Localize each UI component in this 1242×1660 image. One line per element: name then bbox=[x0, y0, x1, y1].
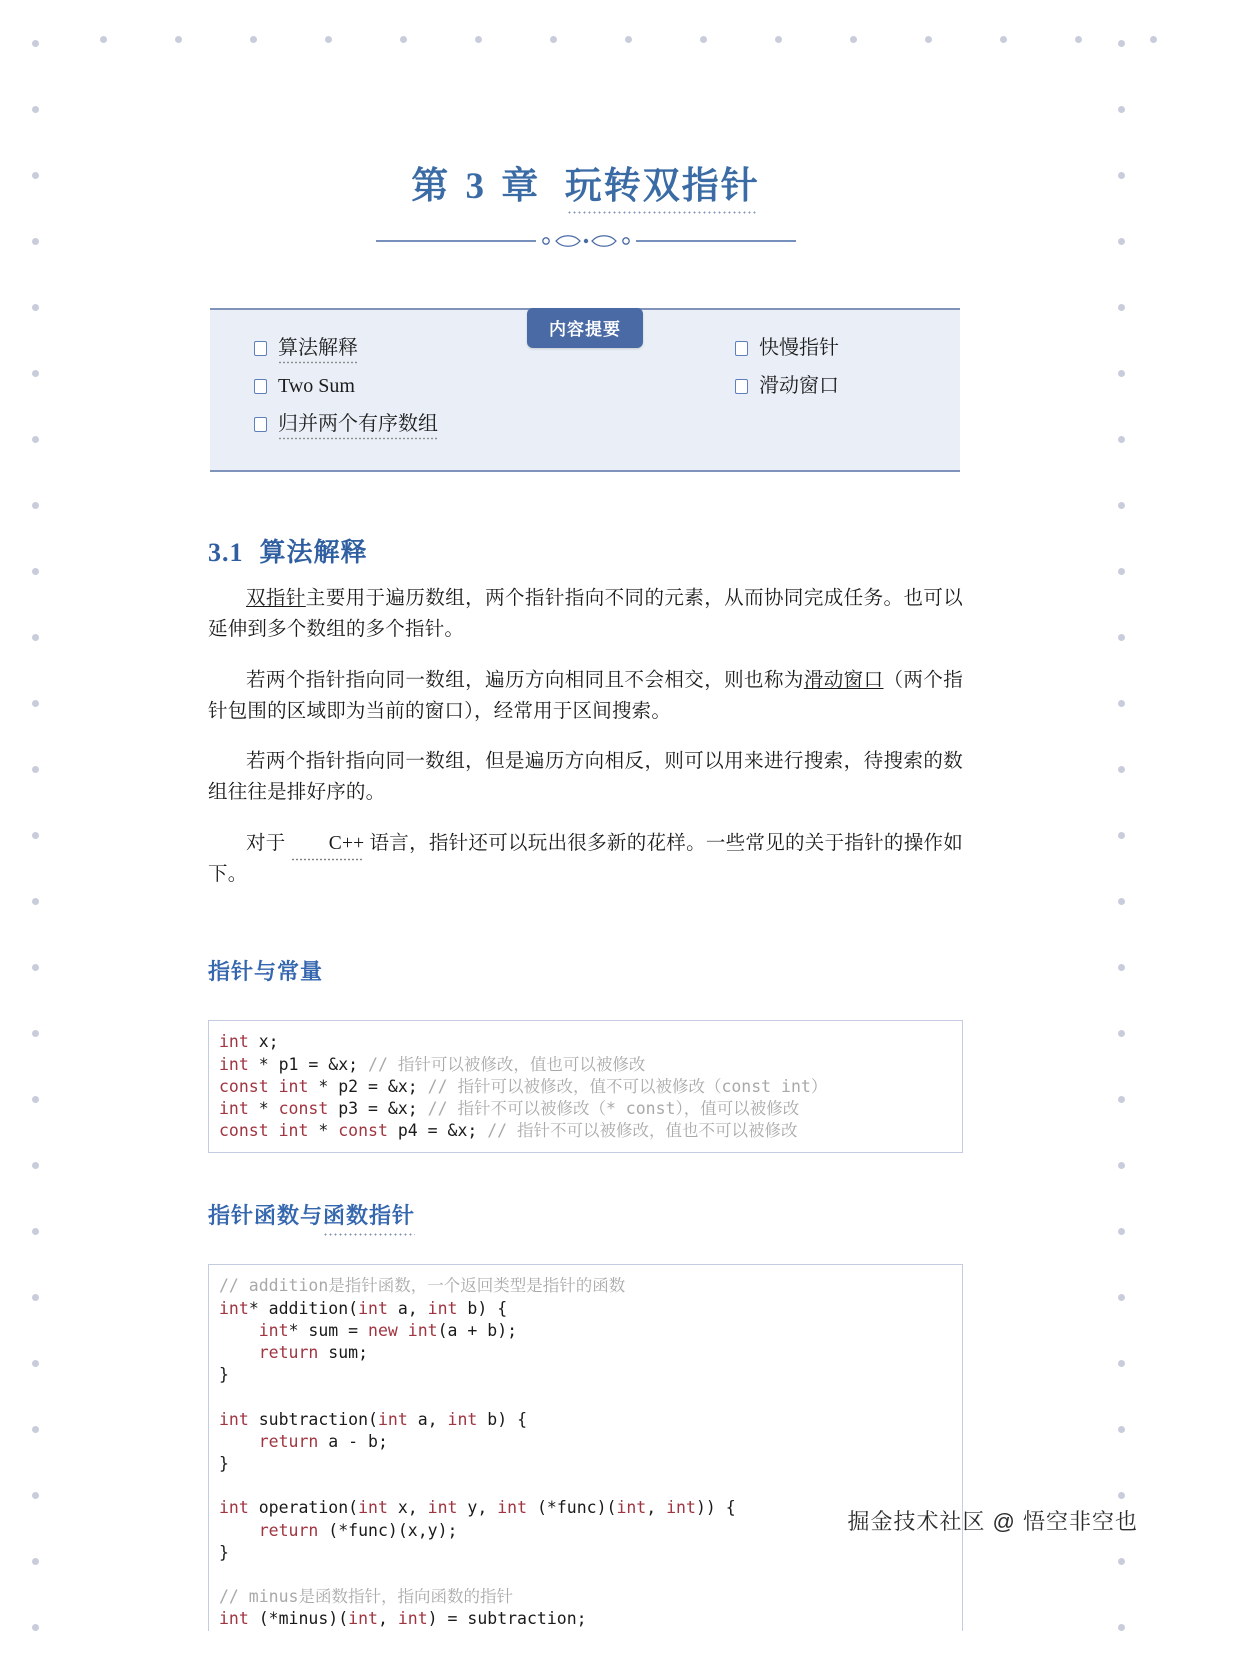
code-token: // 指针可以被修改，值也可以被修改 bbox=[368, 1054, 646, 1074]
perforation-dot bbox=[1118, 1294, 1125, 1301]
code-token: ) = subtraction; bbox=[427, 1609, 587, 1629]
chapter-number: 第 3 章 bbox=[411, 166, 543, 207]
perforation-dot bbox=[32, 436, 39, 443]
code-token: p4 = &x; bbox=[387, 1121, 488, 1141]
perforation-dot bbox=[1118, 238, 1125, 245]
code-token: a, bbox=[387, 1298, 428, 1318]
code-token: return bbox=[258, 1343, 319, 1363]
code-token: (*func)( bbox=[527, 1498, 617, 1518]
code-token bbox=[219, 1432, 259, 1451]
code-token: operation( bbox=[248, 1498, 359, 1518]
code-token: } bbox=[219, 1454, 229, 1474]
paragraph-text: 主要用于遍历数组，两个指针指向不同的元素，从而协同完成任务。也可以延伸到多个数组的多个指针。 bbox=[208, 588, 963, 641]
summary-item-label: 滑动窗口 bbox=[759, 375, 839, 398]
summary-item[interactable] bbox=[254, 374, 607, 399]
section-title: 算法解释 bbox=[259, 538, 368, 568]
subsection-heading-text: 指针与常量 bbox=[208, 959, 324, 985]
perforation-dot bbox=[32, 370, 39, 377]
perforation-dot bbox=[32, 700, 39, 707]
code-token: y, bbox=[457, 1498, 498, 1518]
perforation-dot bbox=[1118, 106, 1125, 113]
summary-item-label: 快慢指针 bbox=[759, 337, 839, 360]
paragraph-emphasis: 滑动窗口 bbox=[803, 669, 884, 691]
paragraph-text: 若两个指针指向同一数组，遍历方向相同且不会相交，则也称为 bbox=[246, 669, 804, 691]
code-token: int bbox=[219, 1498, 249, 1518]
code-token: (a + b); bbox=[437, 1320, 518, 1340]
code-token: int bbox=[258, 1320, 289, 1340]
code-token: int bbox=[348, 1609, 378, 1629]
perforation-dot bbox=[1118, 1228, 1125, 1235]
section-heading bbox=[208, 532, 963, 569]
code-block-function-pointer bbox=[208, 1264, 963, 1630]
perforation-dot bbox=[1075, 36, 1082, 43]
perforation-dot bbox=[1150, 36, 1157, 43]
code-token: const bbox=[338, 1121, 388, 1141]
perforation-dot bbox=[32, 568, 39, 575]
perforation-dot bbox=[1118, 1360, 1125, 1367]
perforation-dot bbox=[32, 1096, 39, 1103]
paragraph bbox=[208, 583, 963, 645]
code-content bbox=[219, 1275, 962, 1630]
checkbox-icon bbox=[254, 417, 267, 432]
page-perforation-right bbox=[1118, 0, 1138, 1660]
perforation-dot bbox=[1118, 1624, 1125, 1631]
summary-item[interactable] bbox=[735, 336, 960, 361]
subsection-heading-emphasis: 函数指针 bbox=[323, 1199, 415, 1230]
page-perforation-left bbox=[32, 0, 52, 1660]
perforation-dot bbox=[1118, 964, 1125, 971]
code-token: , bbox=[646, 1498, 667, 1518]
perforation-dot bbox=[1118, 1426, 1125, 1433]
subsection-heading-text: 指针函数与 bbox=[208, 1203, 324, 1229]
code-token: // 指针可以被修改，值不可以被修改（const int） bbox=[427, 1076, 828, 1096]
code-token: // 指针不可以被修改（* const），值可以被修改 bbox=[427, 1099, 800, 1118]
checkbox-icon bbox=[735, 379, 748, 394]
code-token: int bbox=[219, 1099, 249, 1118]
section-number: 3.1 bbox=[208, 538, 244, 568]
code-token bbox=[219, 1521, 259, 1540]
code-token: b) { bbox=[457, 1298, 508, 1318]
code-token: int bbox=[397, 1609, 428, 1629]
code-token: new bbox=[368, 1320, 398, 1340]
perforation-dot bbox=[100, 36, 107, 43]
code-token bbox=[269, 1077, 279, 1096]
footer-watermark: 掘金技术社区 @ 悟空非空也 bbox=[847, 1509, 1138, 1534]
code-token: sum; bbox=[318, 1343, 369, 1363]
summary-columns bbox=[210, 336, 960, 450]
perforation-dot bbox=[32, 238, 39, 245]
code-token: int bbox=[219, 1609, 249, 1629]
code-token: a, bbox=[407, 1409, 448, 1429]
code-token: int bbox=[358, 1498, 388, 1518]
perforation-dot bbox=[1000, 36, 1007, 43]
code-token: int bbox=[219, 1032, 249, 1052]
code-token: a - b; bbox=[318, 1431, 388, 1451]
paragraph bbox=[208, 665, 963, 727]
code-token: int bbox=[219, 1054, 249, 1074]
chapter-title-text: 玩转双指针 bbox=[565, 165, 760, 209]
perforation-dot bbox=[1118, 502, 1125, 509]
code-token: const bbox=[278, 1099, 329, 1118]
perforation-dot bbox=[32, 40, 39, 47]
perforation-dot bbox=[32, 766, 39, 773]
code-token: x, bbox=[387, 1498, 428, 1518]
perforation-dot bbox=[32, 1558, 39, 1565]
perforation-dot bbox=[1118, 304, 1125, 311]
perforation-dot bbox=[32, 1294, 39, 1301]
perforation-dot bbox=[1118, 1492, 1125, 1499]
summary-item-label: Two Sum bbox=[278, 375, 355, 398]
perforation-dot bbox=[1118, 832, 1125, 839]
summary-column-right bbox=[607, 336, 960, 450]
code-token: (*func)(x,y); bbox=[318, 1520, 458, 1540]
summary-item-label: 归并两个有序数组 bbox=[278, 413, 438, 436]
ornament-divider bbox=[376, 231, 796, 251]
code-token: * p2 = &x; bbox=[308, 1076, 428, 1096]
code-token: int bbox=[377, 1409, 408, 1429]
summary-item-label: 算法解释 bbox=[278, 337, 358, 360]
code-token: * sum = bbox=[288, 1320, 369, 1340]
perforation-dot bbox=[1118, 1162, 1125, 1169]
perforation-dot bbox=[32, 106, 39, 113]
perforation-dot bbox=[32, 1360, 39, 1367]
perforation-dot bbox=[32, 304, 39, 311]
perforation-dot bbox=[32, 634, 39, 641]
code-token bbox=[398, 1321, 408, 1340]
code-token: int bbox=[616, 1498, 647, 1518]
code-token: // addition是指针函数，一个返回类型是指针的函数 bbox=[219, 1276, 626, 1296]
perforation-dot bbox=[1118, 766, 1125, 773]
perforation-dot bbox=[175, 36, 182, 43]
code-token: * addition( bbox=[248, 1298, 359, 1318]
code-token: int bbox=[407, 1320, 438, 1340]
code-token: int bbox=[278, 1121, 309, 1141]
code-token: int bbox=[427, 1298, 458, 1318]
code-token: } bbox=[219, 1365, 229, 1385]
perforation-dot bbox=[32, 1426, 39, 1433]
checkbox-icon bbox=[254, 341, 267, 356]
perforation-dot bbox=[32, 1228, 39, 1235]
summary-item[interactable] bbox=[254, 412, 607, 437]
code-token: const bbox=[219, 1121, 269, 1141]
paragraph-text: （两个指针包围的区域即为当前的窗口），经常用于区间搜索。 bbox=[208, 669, 963, 722]
code-token bbox=[219, 1321, 259, 1340]
summary-badge: 内容提要 bbox=[527, 308, 643, 348]
paragraph-text: 对于 bbox=[246, 832, 291, 854]
code-token: , bbox=[377, 1609, 398, 1629]
code-token: return bbox=[258, 1520, 319, 1540]
perforation-dot bbox=[1118, 700, 1125, 707]
perforation-dot bbox=[1118, 1030, 1125, 1037]
code-token: // 指针不可以被修改，值也不可以被修改 bbox=[487, 1121, 798, 1141]
code-token: return bbox=[258, 1431, 319, 1451]
code-token: int bbox=[219, 1409, 249, 1429]
perforation-dot bbox=[1118, 436, 1125, 443]
code-token: int bbox=[358, 1298, 388, 1318]
code-block-pointer-const bbox=[208, 1020, 963, 1153]
paragraph-text: 语言，指针还可以玩出很多新的花样。一些常见的关于指针的操作如下。 bbox=[208, 832, 963, 885]
chapter-title bbox=[208, 165, 963, 209]
ornament-divider-icon bbox=[376, 231, 796, 251]
perforation-dot bbox=[32, 1624, 39, 1631]
page-content bbox=[208, 0, 963, 1631]
paragraph: 若两个指针指向同一数组，但是遍历方向相反，则可以用来进行搜索，待搜索的数组往往是排好序的。 bbox=[208, 751, 963, 804]
perforation-dot bbox=[1118, 40, 1125, 47]
perforation-dot bbox=[32, 1492, 39, 1499]
perforation-dot bbox=[32, 964, 39, 971]
code-token: * p1 = &x; bbox=[248, 1054, 369, 1074]
perforation-dot bbox=[1118, 172, 1125, 179]
code-token: * bbox=[248, 1099, 279, 1118]
code-token: int bbox=[278, 1076, 309, 1096]
paragraph-emphasis: C++ bbox=[291, 828, 365, 859]
code-token: const bbox=[219, 1076, 269, 1096]
checkbox-icon bbox=[254, 379, 267, 394]
summary-column-left bbox=[254, 336, 607, 450]
perforation-dot bbox=[1118, 634, 1125, 641]
perforation-dot bbox=[1118, 898, 1125, 905]
code-token: subtraction( bbox=[248, 1409, 378, 1429]
perforation-dot bbox=[32, 1030, 39, 1037]
code-token: } bbox=[219, 1542, 229, 1562]
perforation-dot bbox=[1118, 1096, 1125, 1103]
code-token: int bbox=[427, 1498, 458, 1518]
paragraph bbox=[208, 828, 963, 890]
code-token: * bbox=[308, 1121, 339, 1141]
checkbox-icon bbox=[735, 341, 748, 356]
code-token: p3 = &x; bbox=[328, 1099, 428, 1118]
perforation-dot bbox=[1118, 568, 1125, 575]
code-token: b) { bbox=[477, 1409, 527, 1429]
code-token: int bbox=[666, 1498, 696, 1518]
summary-item[interactable] bbox=[735, 374, 960, 399]
perforation-dot bbox=[32, 898, 39, 905]
paragraph-emphasis: 双指针 bbox=[246, 588, 306, 610]
code-token bbox=[269, 1121, 279, 1140]
code-token: x; bbox=[248, 1032, 279, 1052]
subsection-heading-pointer-const bbox=[208, 955, 323, 986]
perforation-dot bbox=[1118, 1558, 1125, 1565]
code-token: int bbox=[219, 1298, 249, 1318]
perforation-dot bbox=[1118, 370, 1125, 377]
subsection-heading-function-pointer bbox=[208, 1199, 415, 1230]
code-token: // minus是函数指针，指向函数的指针 bbox=[219, 1587, 513, 1607]
code-token bbox=[219, 1343, 259, 1362]
code-token: int bbox=[497, 1498, 528, 1518]
content-summary bbox=[210, 308, 960, 472]
perforation-dot bbox=[32, 502, 39, 509]
code-content bbox=[219, 1031, 962, 1142]
code-token: (*minus)( bbox=[248, 1609, 349, 1629]
perforation-dot bbox=[32, 832, 39, 839]
perforation-dot bbox=[32, 172, 39, 179]
perforation-dot bbox=[32, 1162, 39, 1169]
code-token: int bbox=[447, 1409, 478, 1429]
code-token: )) { bbox=[695, 1498, 736, 1518]
